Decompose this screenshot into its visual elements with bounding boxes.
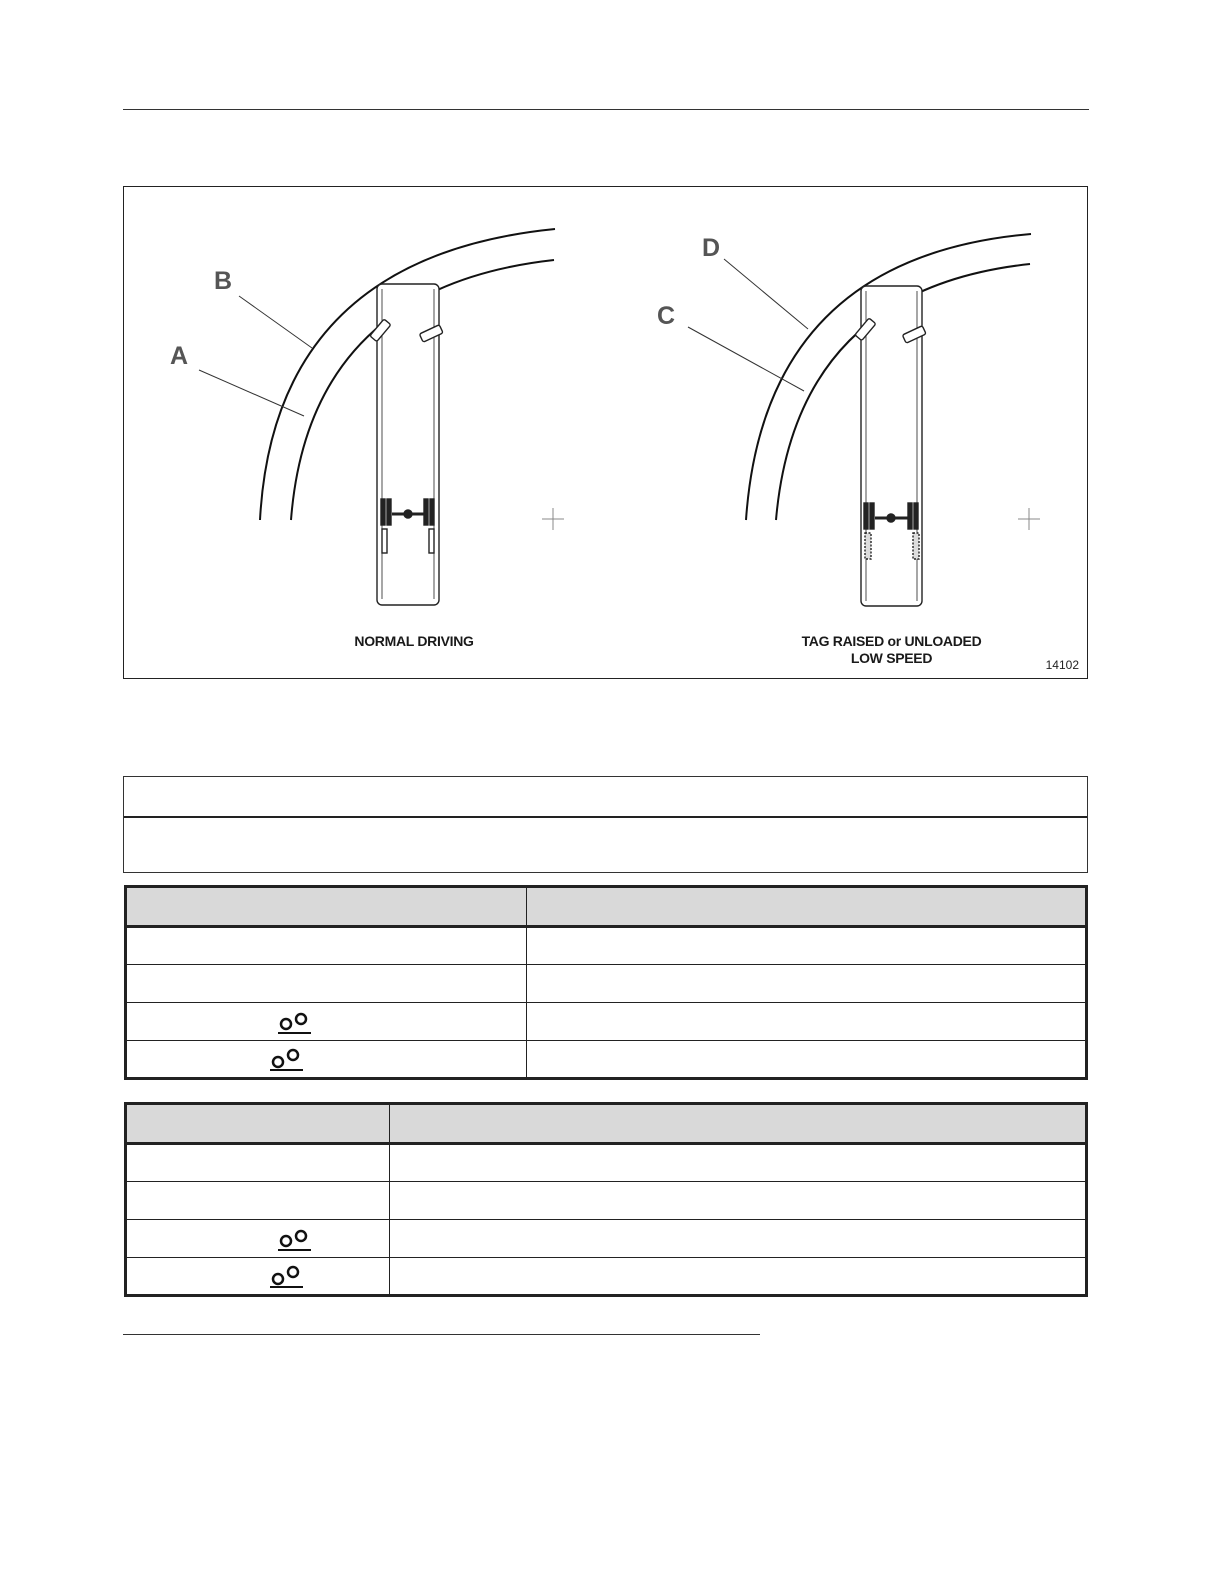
table-cell	[126, 927, 527, 965]
table-row	[126, 1041, 1087, 1079]
tag-axle-raised-icon	[269, 1263, 309, 1289]
table-cell	[390, 1144, 1087, 1182]
caption-tag-raised-line2: LOW SPEED	[850, 650, 933, 666]
table-cell	[126, 1182, 390, 1220]
table-cell	[390, 1182, 1087, 1220]
figure-number: 14102	[1045, 658, 1079, 672]
tag-axle-raised-icon	[269, 1046, 309, 1072]
header-rule	[123, 109, 1089, 110]
notice-box	[123, 776, 1088, 873]
turning-radius-figure	[123, 186, 1088, 679]
table-cell	[126, 1220, 390, 1258]
turning-radius-illustration	[124, 187, 1089, 680]
table-header-cell	[126, 1104, 390, 1144]
table-cell	[527, 1003, 1087, 1041]
table-header-row	[126, 887, 1087, 927]
callout-label-d: D	[702, 234, 721, 262]
table-cell	[126, 1041, 527, 1079]
turn-center-markers	[542, 508, 1040, 530]
label-leaders	[199, 259, 808, 416]
table-header-cell	[390, 1104, 1087, 1144]
table-row	[126, 1003, 1087, 1041]
table-cell	[527, 927, 1087, 965]
table-cell	[527, 965, 1087, 1003]
tag-axle-lowered-icon	[277, 1226, 317, 1252]
table-cell	[527, 1041, 1087, 1079]
table-cell	[126, 1144, 390, 1182]
table-header-row	[126, 1104, 1087, 1144]
callout-label-c: C	[657, 302, 676, 330]
table-row	[126, 1258, 1087, 1296]
bus-left	[370, 284, 443, 605]
table-header-cell	[527, 887, 1087, 927]
footer-rule	[123, 1334, 760, 1335]
table-row	[126, 1182, 1087, 1220]
callout-label-b: B	[214, 267, 233, 295]
table-header-cell	[126, 887, 527, 927]
table-cell	[126, 1258, 390, 1296]
notice-divider	[124, 816, 1087, 818]
caption-normal-driving: NORMAL DRIVING	[354, 633, 474, 649]
table-row	[126, 927, 1087, 965]
table-row	[126, 1220, 1087, 1258]
table-cell	[390, 1220, 1087, 1258]
bus-right	[855, 286, 926, 606]
callout-label-a: A	[170, 342, 189, 370]
table-cell	[126, 965, 527, 1003]
spec-table-1	[124, 885, 1088, 1080]
caption-tag-raised	[784, 633, 999, 667]
table-row	[126, 965, 1087, 1003]
table-row	[126, 1144, 1087, 1182]
table-cell	[390, 1258, 1087, 1296]
table-cell	[126, 1003, 527, 1041]
spec-table-2	[124, 1102, 1088, 1297]
tag-axle-lowered-icon	[277, 1009, 317, 1035]
caption-tag-raised-line1: TAG RAISED or UNLOADED	[801, 633, 982, 649]
